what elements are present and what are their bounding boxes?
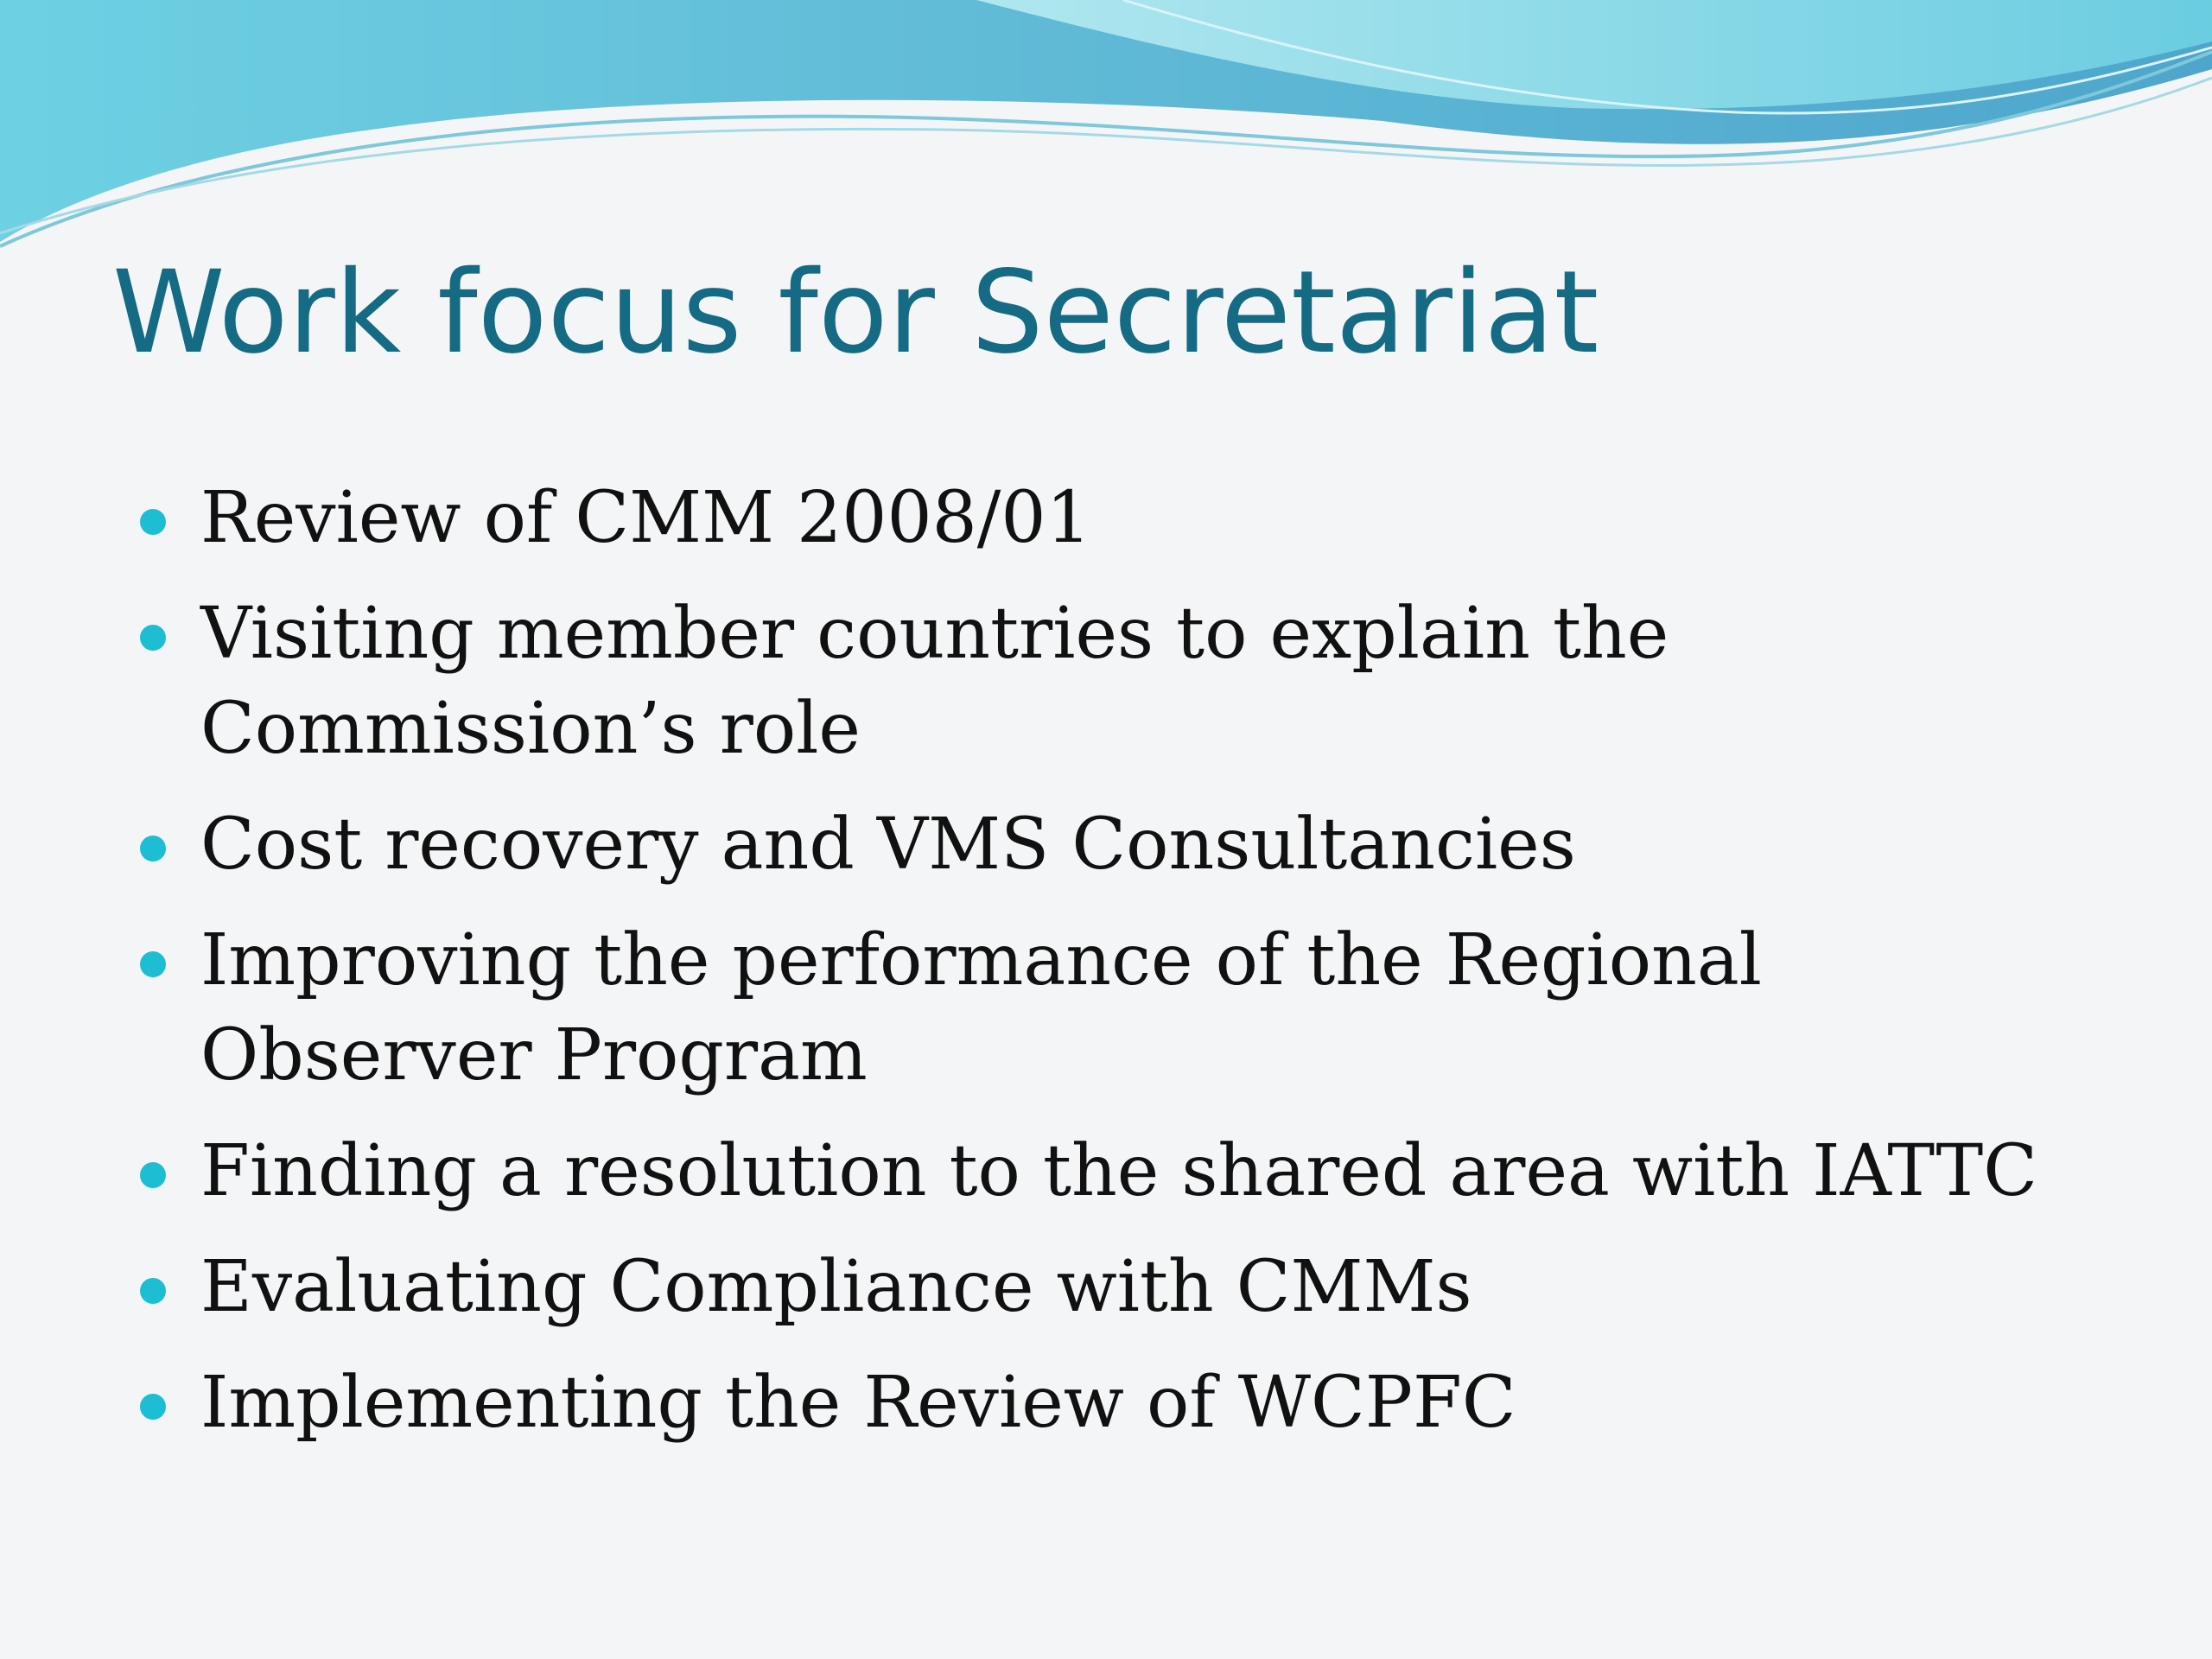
bullet-item [138, 1240, 2108, 1335]
bullet-text: Review of CMM 2008/01 [200, 477, 1091, 559]
filled-circle-bullet-icon [140, 1394, 166, 1420]
bullet-item [138, 1124, 2108, 1219]
filled-circle-bullet-icon [140, 1162, 166, 1188]
bullet-list [138, 471, 2108, 1471]
slide-title: Work focus for Secretariat [112, 246, 1599, 379]
bullet-text: Finding a resolution to the shared area with IATTC [200, 1130, 2037, 1212]
filled-circle-bullet-icon [140, 509, 166, 535]
bullet-item [138, 1356, 2108, 1451]
bullet-item [138, 587, 2108, 777]
bullet-item [138, 913, 2108, 1103]
bullet-text: Implementing the Review of WCPFC [200, 1362, 1516, 1444]
bullet-text: Evaluating Compliance with CMMs [200, 1246, 1472, 1328]
bullet-text: Cost recovery and VMS Consultancies [200, 804, 1576, 886]
bullet-text: Visiting member countries to explain the Commission’s role [200, 593, 1669, 770]
filled-circle-bullet-icon [140, 951, 166, 977]
filled-circle-bullet-icon [140, 625, 166, 651]
bullet-item [138, 798, 2108, 893]
filled-circle-bullet-icon [140, 1278, 166, 1304]
bullet-text: Improving the performance of the Regional Observer Program [200, 919, 1763, 1096]
filled-circle-bullet-icon [140, 836, 166, 861]
bullet-item [138, 471, 2108, 566]
decorative-wave-header [0, 0, 2212, 259]
